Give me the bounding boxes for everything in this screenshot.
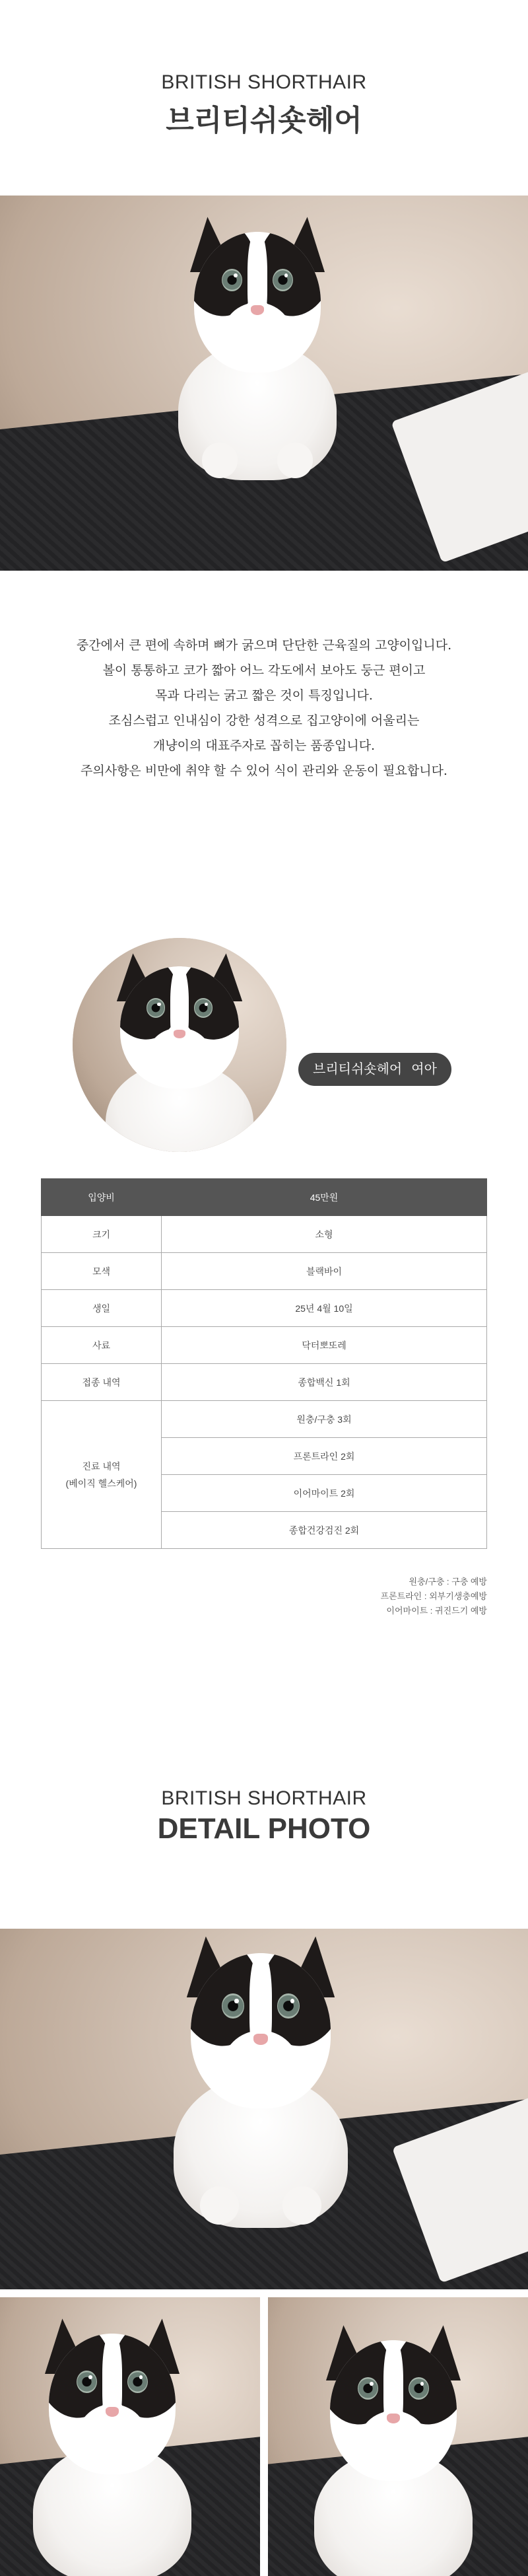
breed-description: [0, 633, 528, 783]
hero-eyebrow: BRITISH SHORTHAIR: [161, 71, 367, 93]
row-value: 소형: [162, 1216, 487, 1253]
cat-figure: [152, 1942, 370, 2219]
care-item: 종합건강검진 2회: [162, 1512, 487, 1549]
cat-figure: [87, 958, 272, 1152]
row-value: 닥터뽀또레: [162, 1327, 487, 1364]
hero-heading: [0, 71, 528, 139]
detail-photo-left: [0, 2297, 260, 2576]
cat-figure: [13, 2324, 211, 2575]
description-line: 주의사항은 비만에 취약 할 수 있어 식이 관리와 운동이 필요합니다.: [81, 764, 447, 778]
detail-photo-large: [0, 1929, 528, 2289]
row-value: 45만원: [162, 1179, 487, 1216]
care-history-label: [42, 1401, 162, 1549]
hero-title: 브리티쉬숏헤어: [166, 104, 362, 137]
detail-title: DETAIL PHOTO: [157, 1812, 371, 1845]
table-row: [42, 1364, 487, 1401]
table-row: [42, 1179, 487, 1216]
care-notes: [380, 1575, 487, 1618]
description-line: 개냥이의 대표주자로 꼽히는 품종입니다.: [152, 738, 376, 753]
table-row: [42, 1401, 487, 1438]
note-line: 원충/구충 : 구충 예방: [409, 1577, 487, 1587]
row-label: 입양비: [42, 1179, 162, 1216]
detail-eyebrow: BRITISH SHORTHAIR: [161, 1787, 367, 1809]
badge-sex: 여아: [411, 1062, 437, 1077]
row-value: 블랙바이: [162, 1253, 487, 1290]
row-label: 사료: [42, 1327, 162, 1364]
hero-cat-photo: [0, 196, 528, 571]
care-item: 원충/구충 3회: [162, 1401, 487, 1438]
cat-figure: [158, 222, 356, 473]
care-label-subline: (베이직 헬스케어): [65, 1478, 137, 1489]
table-row: [42, 1327, 487, 1364]
row-label: 모색: [42, 1253, 162, 1290]
table-row: [42, 1290, 487, 1327]
profile-cat-photo: [73, 938, 286, 1152]
row-label: 크기: [42, 1216, 162, 1253]
description-line: 조심스럽고 인내심이 강한 성격으로 집고양이에 어울리는: [108, 713, 420, 728]
description-line: 볼이 통통하고 코가 짧아 어느 각도에서 보아도 둥근 편이고: [102, 663, 426, 678]
care-item: 이어마이트 2회: [162, 1475, 487, 1512]
detail-photo-right: [268, 2297, 528, 2576]
table-row: [42, 1216, 487, 1253]
note-line: 프론트라인 : 외부기생충예방: [380, 1591, 487, 1601]
badge-breed: 브리티쉬숏헤어: [313, 1062, 403, 1077]
row-value: 종합백신 1회: [162, 1364, 487, 1401]
description-line: 중간에서 큰 편에 속하며 뼈가 굵으며 단단한 근육질의 고양이입니다.: [76, 638, 452, 653]
table-row: [42, 1253, 487, 1290]
care-item: 프론트라인 2회: [162, 1438, 487, 1475]
row-label: 접종 내역: [42, 1364, 162, 1401]
care-label-line: 진료 내역: [82, 1460, 121, 1472]
row-label: 생일: [42, 1290, 162, 1327]
note-line: 이어마이트 : 귀진드기 예방: [386, 1606, 487, 1616]
cat-figure: [294, 2330, 492, 2576]
detail-heading: [0, 1787, 528, 1845]
breed-sex-badge: [298, 1053, 451, 1086]
adoption-info-table: [41, 1178, 487, 1549]
description-line: 목과 다리는 굵고 짧은 것이 특징입니다.: [155, 688, 373, 703]
row-value: 25년 4월 10일: [162, 1290, 487, 1327]
